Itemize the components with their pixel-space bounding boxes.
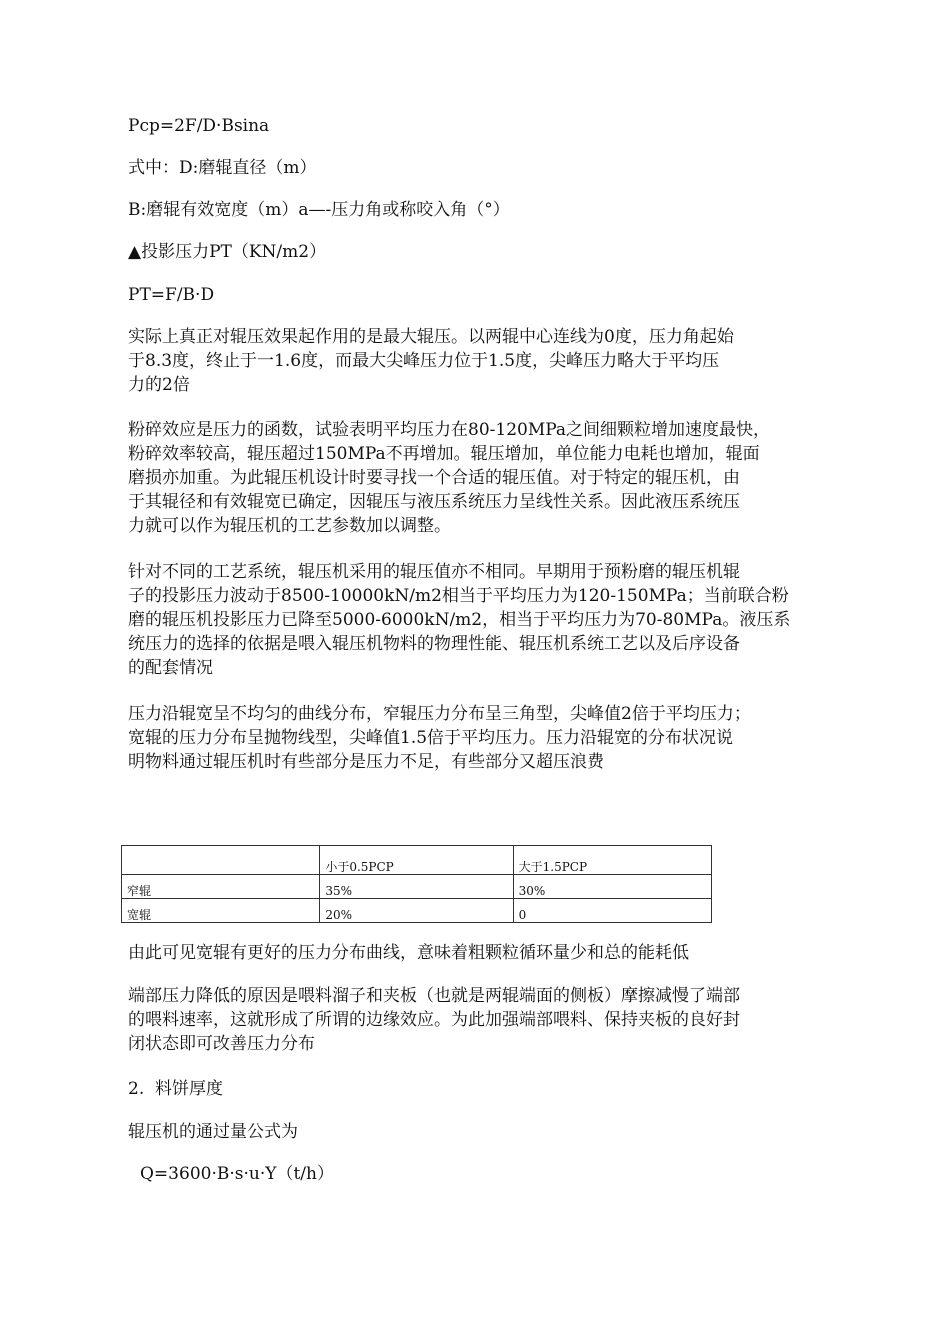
paragraph-line: 由此可见宽辊有更好的压力分布曲线，意味着粗颗粒循环量少和总的能耗低 xyxy=(128,943,689,963)
pressure-table xyxy=(121,845,712,923)
table-row xyxy=(122,875,712,899)
legend-d: 式中：D:磨辊直径（m） xyxy=(128,158,317,178)
legend-b-a: B:磨辊有效宽度（m）a—-压力角或称咬入角（°） xyxy=(128,200,510,220)
formula-pcp: Pcp=2F/D·Bsina xyxy=(128,116,270,136)
paragraph-line: 力的2倍 xyxy=(128,375,190,395)
paragraph-conclusion xyxy=(128,941,828,965)
paragraph-line: 的喂料速率，这就形成了所谓的边缘效应。为此加强端部喂料、保持夹板的良好封 xyxy=(128,1010,740,1030)
paragraph-crushing-effect xyxy=(128,418,828,538)
table-header-row xyxy=(122,846,712,875)
table-row xyxy=(122,899,712,923)
table-cell: 35% xyxy=(320,875,513,899)
paragraph-line: 粉碎效应是压力的函数，试验表明平均压力在80-120MPa之间细颗粒增加速度最快， xyxy=(128,420,771,440)
paragraph-line: 实际上真正对辊压效果起作用的是最大辊压。以两辊中心连线为0度，压力角起始 xyxy=(128,327,734,347)
table-cell: 30% xyxy=(513,875,711,899)
paragraph-line: 磨损亦加重。为此辊压机设计时要寻找一个合适的辊压值。对于特定的辊压机，由 xyxy=(128,468,740,488)
paragraph-line: 压力沿辊宽呈不均匀的曲线分布，窄辊压力分布呈三角型，尖峰值2倍于平均压力； xyxy=(128,704,751,724)
table-cell: 20% xyxy=(320,899,513,923)
table-header-cell: 小于0.5PCP xyxy=(320,846,513,875)
table-header-cell xyxy=(122,846,320,875)
paragraph-line: 统压力的选择的依据是喂入辊压机物料的物理性能、辊压机系统工艺以及后序设备 xyxy=(128,634,740,654)
paragraph-line: 针对不同的工艺系统，辊压机采用的辊压值亦不相同。早期用于预粉磨的辊压机辊 xyxy=(128,562,740,582)
paragraph-line: 端部压力降低的原因是喂料溜子和夹板（也就是两辊端面的侧板）摩擦减慢了端部 xyxy=(128,986,740,1006)
paragraph-pressure-distribution xyxy=(128,702,828,774)
table-header-cell: 大于1.5PCP xyxy=(513,846,711,875)
formula-pt: PT=F/B·D xyxy=(128,285,215,305)
paragraph-max-pressure xyxy=(128,325,828,397)
paragraph-line: 明物料通过辊压机时有些部分是压力不足，有些部分又超压浪费 xyxy=(128,752,604,772)
paragraph-line: 磨的辊压机投影压力已降至5000-6000kN/m2，相当于平均压力为70-80MPa。液压系 xyxy=(128,610,791,630)
paragraph-edge-effect xyxy=(128,984,828,1056)
table-cell: 宽辊 xyxy=(122,899,320,923)
paragraph-line: 闭状态即可改善压力分布 xyxy=(128,1034,315,1054)
throughput-intro: 辊压机的通过量公式为 xyxy=(128,1122,298,1142)
paragraph-line: 的配套情况 xyxy=(128,658,213,678)
table-cell: 0 xyxy=(513,899,711,923)
paragraph-line: 粉碎效率较高，辊压超过150MPa不再增加。辊压增加，单位能力电耗也增加，辊面 xyxy=(128,444,760,464)
paragraph-line: 于其辊径和有效辊宽已确定，因辊压与液压系统压力呈线性关系。因此液压系统压 xyxy=(128,492,740,512)
table-cell: 窄辊 xyxy=(122,875,320,899)
heading-projected-pressure: ▲投影压力PT（KN/m2） xyxy=(128,242,327,262)
section-heading-cake-thickness: 2. 料饼厚度 xyxy=(128,1079,224,1099)
paragraph-line: 于8.3度，终止于一1.6度，而最大尖峰压力位于1.5度，尖峰压力略大于平均压 xyxy=(128,351,720,371)
pressure-table-wrapper xyxy=(121,845,712,923)
paragraph-line: 子的投影压力波动于8500-10000kN/m2相当于平均压力为120-150MPa；当前联合粉 xyxy=(128,586,789,606)
paragraph-line: 宽辊的压力分布呈抛物线型，尖峰值1.5倍于平均压力。压力沿辊宽的分布状况说 xyxy=(128,728,734,748)
formula-throughput: Q=3600·B·s·u·Y（t/h） xyxy=(140,1164,334,1184)
paragraph-process-systems xyxy=(128,560,828,680)
paragraph-line: 力就可以作为辊压机的工艺参数加以调整。 xyxy=(128,516,451,536)
